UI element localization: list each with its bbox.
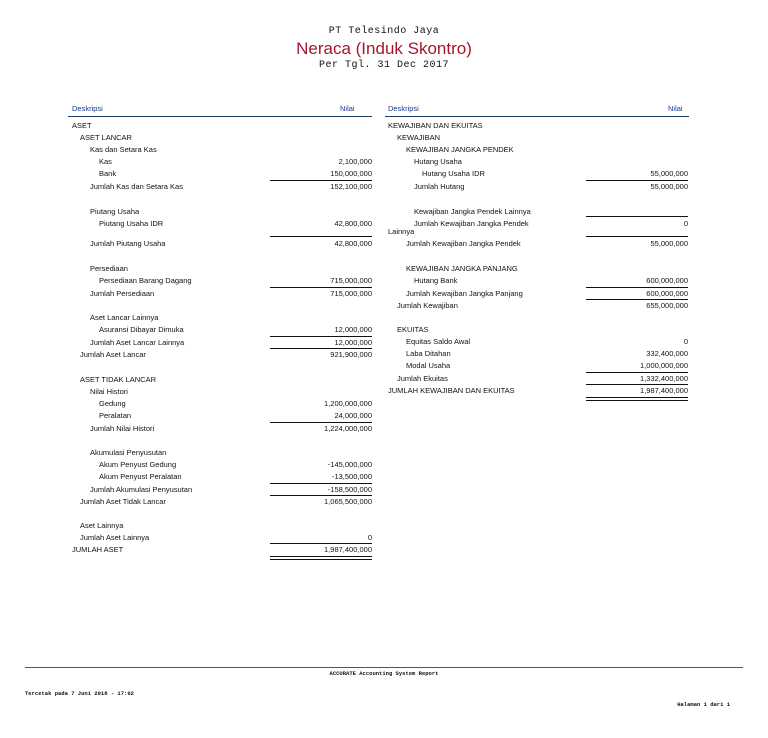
list-item: Jumlah Kewajiban Jangka Panjang 600,000,000 bbox=[406, 289, 688, 298]
list-item: ASET TIDAK LANCAR bbox=[80, 375, 156, 384]
right-desc-header: Deskripsi bbox=[388, 104, 419, 113]
subtotal-rule bbox=[586, 236, 688, 237]
list-item: Asuransi Dibayar Dimuka 12,000,000 bbox=[99, 325, 372, 334]
right-header-rule bbox=[385, 116, 689, 117]
printed-timestamp: Tercetak pada 7 Juni 2018 - 17:02 bbox=[25, 690, 134, 697]
footer-rule bbox=[25, 667, 743, 668]
list-item: Jumlah Nilai Histori 1,224,000,000 bbox=[90, 424, 372, 433]
list-item: Jumlah Kewajiban 655,000,000 bbox=[397, 301, 688, 310]
list-item: Jumlah Aset Tidak Lancar 1,065,500,000 bbox=[80, 497, 372, 506]
list-item: Modal Usaha 1,000,000,000 bbox=[406, 361, 688, 370]
company-name: PT Telesindo Jaya bbox=[328, 26, 440, 37]
list-item: Jumlah Kewajiban Jangka Pendek 0 bbox=[414, 219, 688, 228]
list-item: Akum Penyust Gedung -145,000,000 bbox=[99, 460, 372, 469]
list-item: KEWAJIBAN DAN EKUITAS bbox=[388, 121, 483, 130]
list-item: Jumlah Aset Lancar Lainnya 12,000,000 bbox=[90, 338, 372, 347]
list-item: Jumlah Akumulasi Penyusutan -158,500,000 bbox=[90, 485, 372, 494]
list-item: Lainnya bbox=[388, 227, 415, 236]
list-item: Piutang Usaha IDR 42,800,000 bbox=[99, 219, 372, 228]
list-item: Jumlah Piutang Usaha 42,800,000 bbox=[90, 239, 372, 248]
list-item: Persediaan Barang Dagang 715,000,000 bbox=[99, 276, 372, 285]
subtotal-rule bbox=[270, 236, 372, 237]
list-item: Akumulasi Penyusutan bbox=[90, 448, 167, 457]
list-item: Aset Lainnya bbox=[80, 521, 124, 530]
list-item: Aset Lancar Lainnya bbox=[90, 313, 159, 322]
report-title: Neraca (Induk Skontro) bbox=[296, 39, 472, 58]
list-item: ASET bbox=[72, 121, 92, 130]
right-value-header: Nilai bbox=[668, 104, 683, 113]
list-item: Hutang Bank 600,000,000 bbox=[414, 276, 688, 285]
system-footer: ACCURATE Accounting System Report bbox=[329, 670, 439, 677]
total-double-rule bbox=[586, 397, 688, 401]
list-item: Hutang Usaha IDR 55,000,000 bbox=[422, 169, 688, 178]
list-item: Kas 2,100,000 bbox=[99, 157, 372, 166]
list-item: Kas dan Setara Kas bbox=[90, 145, 157, 154]
list-item: Akum Penyust Peralatan -13,500,000 bbox=[99, 472, 372, 481]
list-item: JUMLAH KEWAJIBAN DAN EKUITAS 1,987,400,000 bbox=[388, 386, 688, 395]
list-item: Equitas Saldo Awal 0 bbox=[406, 337, 688, 346]
list-item: Jumlah Kewajiban Jangka Pendek 55,000,000 bbox=[406, 239, 688, 248]
list-item: Persediaan bbox=[90, 264, 128, 273]
list-item: Jumlah Aset Lainnya 0 bbox=[80, 533, 372, 542]
list-item: Laba Ditahan 332,400,000 bbox=[406, 349, 688, 358]
list-item: Jumlah Persediaan 715,000,000 bbox=[90, 289, 372, 298]
list-item: Jumlah Aset Lancar 921,900,000 bbox=[80, 350, 372, 359]
list-item: Jumlah Kas dan Setara Kas 152,100,000 bbox=[90, 182, 372, 191]
list-item: Gedung 1,200,000,000 bbox=[99, 399, 372, 408]
list-item: Hutang Usaha bbox=[414, 157, 462, 166]
report-period: Per Tgl. 31 Dec 2017 bbox=[318, 60, 450, 71]
subtotal-rule bbox=[586, 216, 688, 217]
list-item: Kewajiban Jangka Pendek Lainnya bbox=[414, 207, 531, 216]
list-item: Jumlah Ekuitas 1,332,400,000 bbox=[397, 374, 688, 383]
left-header-rule bbox=[68, 116, 372, 117]
page-number: Halaman 1 dari 1 bbox=[677, 701, 730, 708]
total-double-rule bbox=[270, 556, 372, 560]
list-item: Piutang Usaha bbox=[90, 207, 140, 216]
list-item: JUMLAH ASET 1,987,400,000 bbox=[72, 545, 372, 554]
list-item: Nilai Histori bbox=[90, 387, 128, 396]
left-value-header: Nilai bbox=[340, 104, 355, 113]
list-item: Bank 150,000,000 bbox=[99, 169, 372, 178]
list-item: ASET LANCAR bbox=[80, 133, 132, 142]
list-item: KEWAJIBAN bbox=[397, 133, 441, 142]
list-item: KEWAJIBAN JANGKA PANJANG bbox=[406, 264, 518, 273]
list-item: Peralatan 24,000,000 bbox=[99, 411, 372, 420]
left-desc-header: Deskripsi bbox=[72, 104, 103, 113]
list-item: EKUITAS bbox=[397, 325, 429, 334]
list-item: KEWAJIBAN JANGKA PENDEK bbox=[406, 145, 514, 154]
list-item: Jumlah Hutang 55,000,000 bbox=[414, 182, 688, 191]
